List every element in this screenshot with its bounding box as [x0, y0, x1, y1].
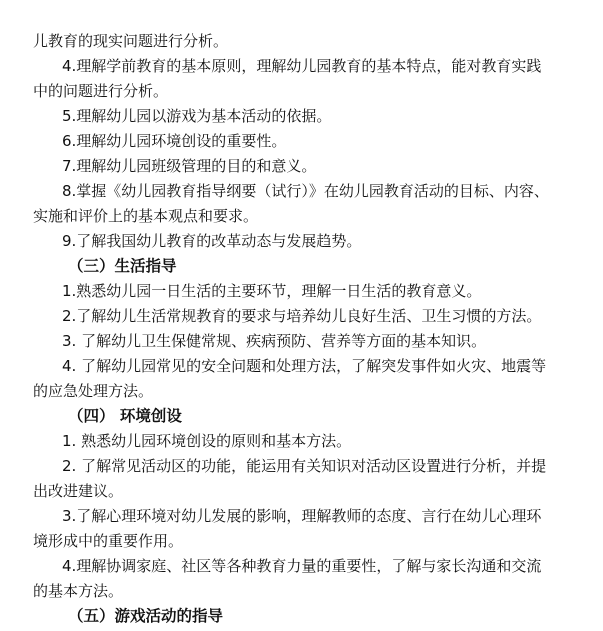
list-item: 2.了解幼儿生活常规教育的要求与培养幼儿良好生活、卫生习惯的方法。 [62, 307, 542, 325]
text-line: 境形成中的重要作用。 [33, 532, 184, 550]
list-item: 1.熟悉幼儿园一日生活的主要环节，理解一日生活的教育意义。 [62, 282, 482, 300]
text-line: 的应急处理方法。 [33, 382, 154, 400]
section-heading: （三）生活指导 [68, 256, 177, 275]
list-item: 4.理解协调家庭、社区等各种教育力量的重要性，了解与家长沟通和交流 [62, 557, 542, 575]
list-item: 1. 熟悉幼儿园环境创设的原则和基本方法。 [62, 432, 352, 450]
list-item: 4. 了解幼儿园常见的安全问题和处理方法，了解突发事件如火灾、地震等 [62, 357, 547, 375]
list-item: 4.理解学前教育的基本原则，理解幼儿园教育的基本特点，能对教育实践 [62, 57, 542, 75]
list-item: 7.理解幼儿园班级管理的目的和意义。 [62, 157, 317, 175]
text-line: 中的问题进行分析。 [33, 82, 169, 100]
list-item: 2. 了解常见活动区的功能，能运用有关知识对活动区设置进行分析，并提 [62, 457, 547, 475]
list-item: 9.了解我国幼儿教育的改革动态与发展趋势。 [62, 232, 362, 250]
list-item: 8.掌握《幼儿园教育指导纲要（试行）》在幼儿园教育活动的目标、内容、 [62, 182, 549, 200]
text-line: 实施和评价上的基本观点和要求。 [33, 207, 259, 225]
list-item: 5.理解幼儿园以游戏为基本活动的依据。 [62, 107, 332, 125]
text-line: 出改进建议。 [33, 482, 124, 500]
text-line: 儿教育的现实问题进行分析。 [33, 32, 229, 50]
list-item: 3. 了解幼儿卫生保健常规、疾病预防、营养等方面的基本知识。 [62, 332, 487, 350]
section-heading: （四） 环境创设 [68, 406, 182, 425]
list-item: 3.了解心理环境对幼儿发展的影响，理解教师的态度、言行在幼儿心理环 [62, 507, 542, 525]
section-heading: （五）游戏活动的指导 [68, 606, 224, 625]
text-line: 的基本方法。 [33, 582, 124, 600]
list-item: 6.理解幼儿园环境创设的重要性。 [62, 132, 287, 150]
